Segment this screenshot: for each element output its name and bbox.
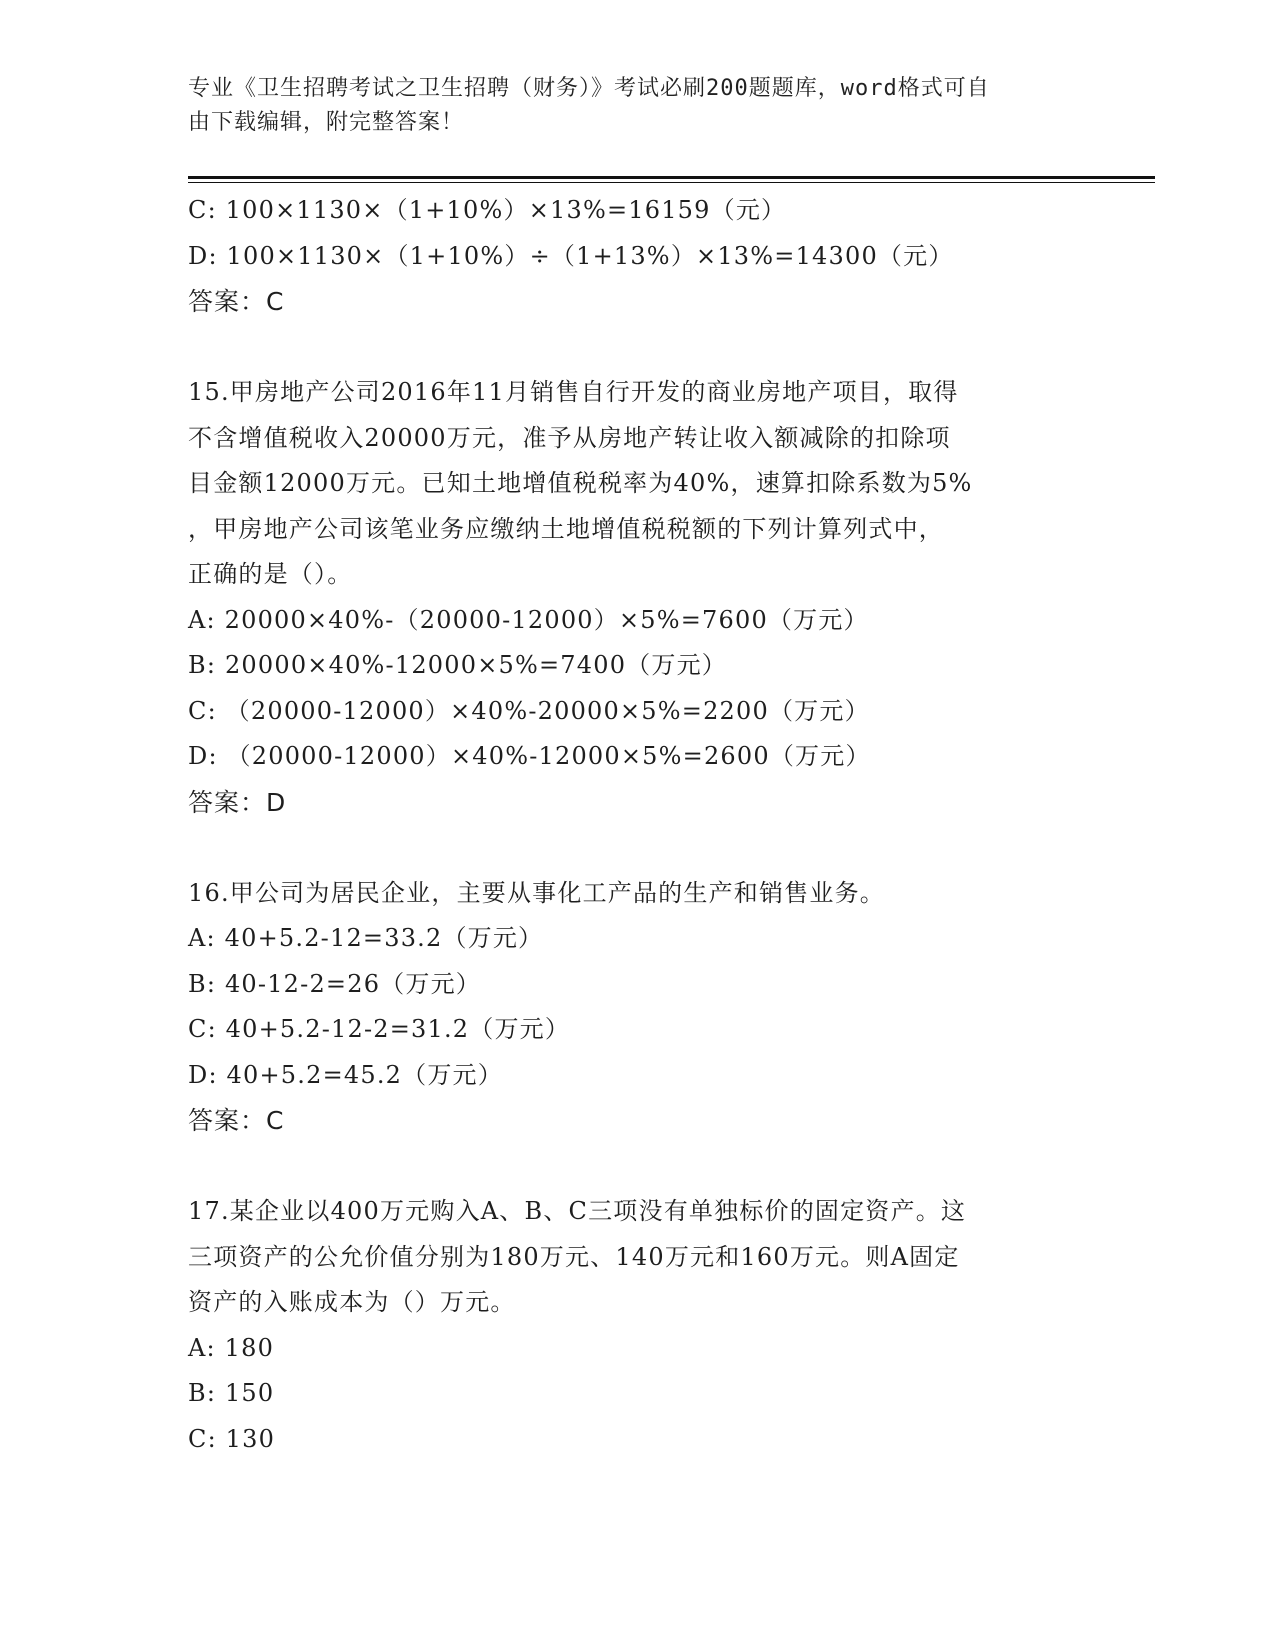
question-stem-line: 16.甲公司为居民企业，主要从事化工产品的生产和销售业务。 [188,878,885,907]
question-stem-line: ，甲房地产公司该笔业务应缴纳土地增值税税额的下列计算列式中， [188,514,944,543]
question-stem-line: 资产的入账成本为（）万元。 [188,1288,516,1316]
answer-line: 答案：C [188,287,285,316]
page-header [188,72,1068,140]
option-b: B: 40-12-2=26（万元） [188,969,481,998]
question-14-tail [188,188,1088,325]
option-a: A: 40+5.2-12=33.2（万元） [188,924,544,952]
option-d: D: 40+5.2=45.2（万元） [188,1060,503,1089]
option-b: B: 20000×40%-12000×5%=7400（万元） [188,651,727,679]
option-a: A: 180 [188,1333,275,1362]
question-stem-line: 正确的是（）。 [188,560,353,588]
option-c: C: 100×1130×（1+10%）×13%=16159（元） [188,196,787,224]
question-stem-line: 17.某企业以400万元购入A、B、C三项没有单独标价的固定资产。这 [188,1197,967,1225]
answer-line: 答案：D [188,787,287,817]
spacer [188,325,1088,371]
option-c: C: 130 [188,1424,276,1453]
option-a: A: 20000×40%-（20000-12000）×5%=7600（万元） [188,605,869,634]
question-stem-line: 目金额12000万元。已知土地增值税税率为40%，速算扣除系数为5% [188,469,973,497]
header-rule-thin [188,182,1155,183]
answer-line: 答案：C [188,1106,285,1135]
question-16 [188,871,1088,1144]
question-17 [188,1189,1088,1462]
option-d: D: 100×1130×（1+10%）÷（1+13%）×13%=14300（元） [188,241,954,270]
option-b: B: 150 [188,1379,275,1407]
question-stem-line: 15.甲房地产公司2016年11月销售自行开发的商业房地产项目，取得 [188,378,959,406]
spacer [188,1144,1088,1190]
spacer [188,825,1088,871]
header-line-2: 由下载编辑，附完整答案！ [188,110,465,135]
option-d: D: （20000-12000）×40%-12000×5%=2600（万元） [188,742,871,770]
question-15 [188,370,1088,825]
document-body [188,188,1088,1462]
question-stem-line: 不含增值税收入20000万元，准予从房地产转让收入额减除的扣除项 [188,423,951,452]
option-c: C: 40+5.2-12-2=31.2（万元） [188,1015,571,1043]
option-c: C: （20000-12000）×40%-20000×5%=2200（万元） [188,696,870,725]
question-stem-line: 三项资产的公允价值分别为180万元、140万元和160万元。则A固定 [188,1242,960,1271]
header-rule-thick [188,176,1155,179]
header-line-1: 专业《卫生招聘考试之卫生招聘（财务）》考试必刷200题题库，word格式可自 [188,76,990,101]
